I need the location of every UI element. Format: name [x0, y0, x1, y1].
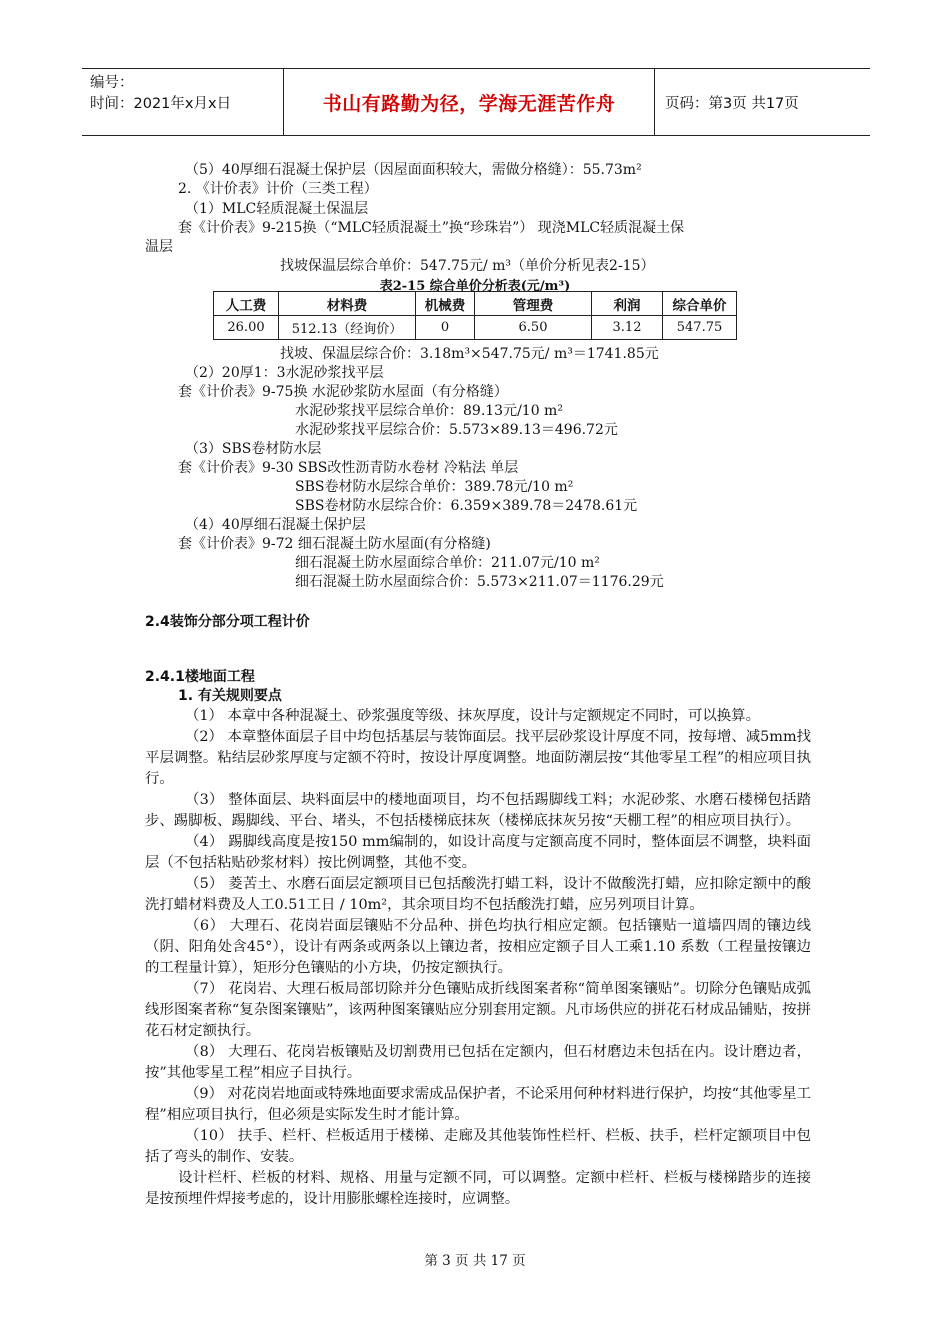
- text-line: 细石混凝土防水屋面综合价：5.573×211.07＝1176.29元: [295, 574, 664, 590]
- rule-paragraph: 设计栏杆、栏板的材料、规格、用量与定额不同，可以调整。定额中栏杆、栏板与楼梯踏步的连接是按预埋件焊接考虑的，设计用膨胀螺栓连接时，应调整。: [145, 1170, 811, 1207]
- text-line: SBS卷材防水层综合单价：389.78元/10 m²: [295, 479, 574, 495]
- rule-paragraph: （4） 踢脚线高度是按150 mm编制的，如设计高度与定额高度不同时，整体面层不调整，块料面层（不包括粘贴砂浆材料）按比例调整，其他不变。: [145, 834, 811, 871]
- rules-heading: 1. 有关规则要点: [178, 688, 282, 704]
- rule-paragraph: （9） 对花岗岩地面或特殊地面要求需成品保护者，不论采用何种材料进行保护，均按“其他零星工程”相应项目执行，但必须是实际发生时才能计算。: [145, 1086, 811, 1123]
- table-cell: 3.12: [592, 316, 663, 340]
- text-line: （4）40厚细石混凝土保护层: [185, 517, 366, 533]
- text-line: （3）SBS卷材防水层: [185, 441, 322, 457]
- text-line: 水泥砂浆找平层综合价：5.573×89.13＝496.72元: [295, 422, 618, 438]
- text-line: 2. 《计价表》计价（三类工程）: [178, 181, 378, 197]
- text-line: SBS卷材防水层综合价：6.359×389.78＝2478.61元: [295, 498, 638, 514]
- text-line: 细石混凝土防水屋面综合单价：211.07元/10 m²: [295, 555, 600, 571]
- header-number: 编号：: [90, 75, 134, 91]
- rule-paragraph: （2） 本章整体面层子目中均包括基层与装饰面层。找平层砂浆设计厚度不同，按每增、减5mm找平层调整。粘结层砂浆厚度与定额不符时，按设计厚度调整。地面防潮层按“其他零星工程”的相应项目执行。: [145, 729, 811, 787]
- text-line: （5）40厚细石混凝土保护层（因屋面面积较大，需做分格缝）：55.73m²: [185, 162, 642, 178]
- text-line: 套《计价表》9-75换 水泥砂浆防水屋面（有分格缝）: [178, 384, 508, 400]
- text-line: 套《计价表》9-215换（“MLC轻质混凝土”换“珍珠岩”） 现浇MLC轻质混凝土保: [178, 220, 685, 236]
- table-header-cell: 利润: [592, 292, 663, 316]
- table-caption: 表2-15 综合单价分析表(元/m³): [379, 279, 571, 294]
- table-header-cell: 机械费: [416, 292, 475, 316]
- text-line: 水泥砂浆找平层综合单价：89.13元/10 m²: [295, 403, 563, 419]
- page-footer: 第 3 页 共 17 页: [424, 1253, 526, 1269]
- subsection-heading: 2.4.1楼地面工程: [145, 669, 255, 685]
- table-row: [214, 316, 737, 340]
- unit-price-table: [213, 291, 737, 340]
- table-cell: 0: [416, 316, 475, 340]
- header-page-number: 页码：第3页 共17页: [655, 68, 870, 136]
- table-cell: 26.00: [214, 316, 279, 340]
- table-header-cell: 人工费: [214, 292, 279, 316]
- table-cell: 6.50: [475, 316, 592, 340]
- rule-paragraph: （3） 整体面层、块料面层中的楼地面项目，均不包括踢脚线工料；水泥砂浆、水磨石楼梯包括踏步、踢脚板、踢脚线、平台、堵头，不包括楼梯底抹灰（楼梯底抹灰另按“天棚工程”的相应项目执行）。: [145, 792, 811, 829]
- rule-paragraph: （1） 本章中各种混凝土、砂浆强度等级、抹灰厚度，设计与定额规定不同时，可以换算。: [185, 708, 760, 724]
- table-header-cell: 材料费: [279, 292, 416, 316]
- header-meta: [82, 68, 283, 136]
- table-cell: 547.75: [663, 316, 737, 340]
- rule-paragraph: （7） 花岗岩、大理石板局部切除并分色镶贴成折线图案者称“简单图案镶贴”。切除分色镶贴成弧线形图案者称“复杂图案镶贴”，该两种图案镶贴应分别套用定额。凡市场供应的拼花石材成品铺贴，按拼花石材定额执行。: [145, 981, 811, 1039]
- text-line: 套《计价表》9-30 SBS改性沥青防水卷材 冷粘法 单层: [178, 460, 519, 476]
- rules-body: [145, 706, 811, 1210]
- header-motto: 书山有路勤为径，学海无涯苦作舟: [283, 68, 655, 136]
- rule-paragraph: （8） 大理石、花岗岩板镶贴及切割费用已包括在定额内，但石材磨边未包括在内。设计磨边者，按”其他零星工程”相应子目执行。: [145, 1044, 811, 1081]
- page-header: [82, 68, 870, 136]
- text-line: （2）20厚1：3水泥砂浆找平层: [185, 365, 384, 381]
- rule-paragraph: （6） 大理石、花岗岩面层镶贴不分品种、拼色均执行相应定额。包括镶贴一道墙四周的镶边线（阴、阳角处含45°），设计有两条或两条以上镶边者，按相应定额子目人工乘1.10 系数（工程量按镶边的工程量计算），矩形分色镶贴的小方块，仍按定额执行。: [145, 918, 811, 976]
- header-time: 时间：2021年x月x日: [90, 96, 232, 112]
- table-cell: 512.13（经询价）: [279, 316, 416, 340]
- table-header-cell: 综合单价: [663, 292, 737, 316]
- rule-paragraph: （10） 扶手、栏杆、栏板适用于楼梯、走廊及其他装饰性栏杆、栏板、扶手，栏杆定额项目中包括了弯头的制作、安装。: [145, 1128, 811, 1165]
- text-line: 找坡保温层综合单价：547.75元/ m³（单价分析见表2-15）: [280, 258, 655, 274]
- table-header-row: [214, 292, 737, 316]
- text-line: （1）MLC轻质混凝土保温层: [185, 201, 369, 217]
- table-header-cell: 管理费: [475, 292, 592, 316]
- text-line: 找坡、保温层综合价：3.18m³×547.75元/ m³＝1741.85元: [280, 346, 659, 362]
- rule-paragraph: （5） 菱苦土、水磨石面层定额项目已包括酸洗打蜡工料，设计不做酸洗打蜡，应扣除定额中的酸洗打蜡材料费及人工0.51工日 / 10m²，其余项目均不包括酸洗打蜡，应另列项目计算。: [145, 876, 811, 913]
- section-heading: 2.4装饰分部分项工程计价: [145, 614, 310, 630]
- text-line: 套《计价表》9-72 细石混凝土防水屋面(有分格缝): [178, 536, 491, 552]
- text-line: 温层: [145, 239, 173, 255]
